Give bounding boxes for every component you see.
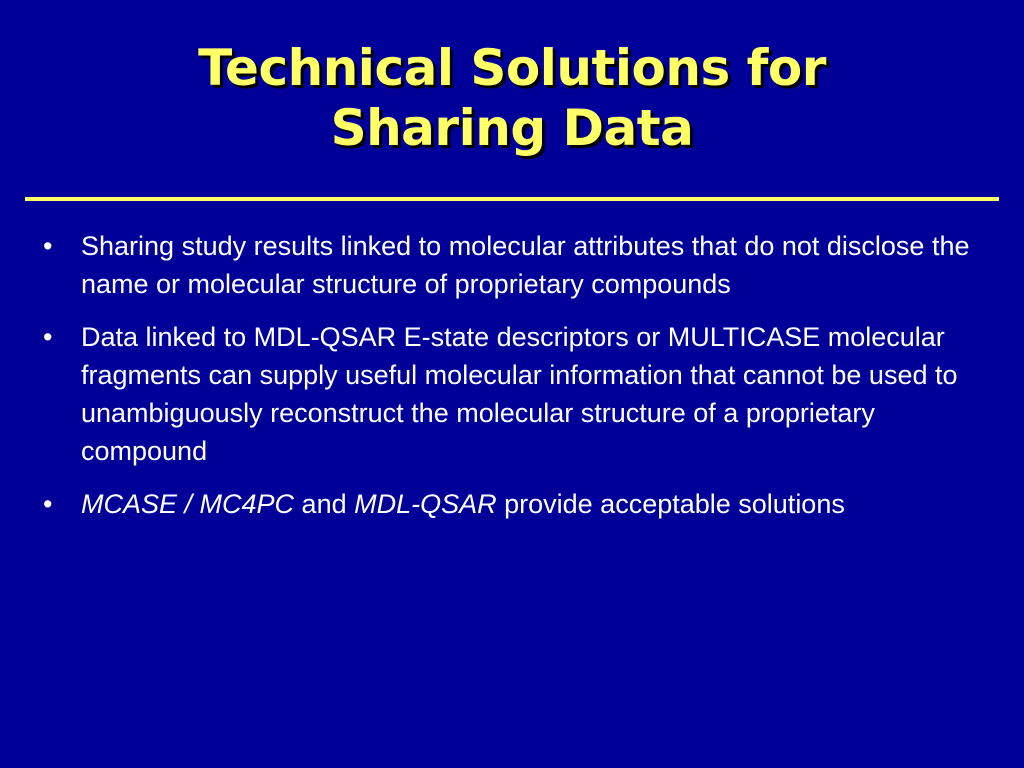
slide-title-line-1: Technical Solutions for xyxy=(198,39,826,97)
bullet-dot-icon: • xyxy=(43,231,53,261)
bullet-dot-icon: • xyxy=(43,489,53,519)
bullet-item-2 xyxy=(43,318,983,470)
slide-title xyxy=(40,38,984,158)
bullet-text-and: and xyxy=(294,489,355,519)
bullet-text-rest: provide acceptable solutions xyxy=(496,489,845,519)
bullet-text: Sharing study results linked to molecular attributes that do not disclose the name or molecular structure of proprietary compounds xyxy=(81,231,970,299)
bullet-list xyxy=(43,227,983,538)
bullet-dot-icon: • xyxy=(43,322,53,352)
title-divider xyxy=(25,197,999,201)
bullet-text-mdl-qsar: MDL-QSAR xyxy=(354,489,497,519)
bullet-item-1 xyxy=(43,227,983,303)
bullet-item-3 xyxy=(43,485,983,523)
bullet-text: Data linked to MDL-QSAR E-state descriptors or MULTICASE molecular fragments can supply useful molecular information that cannot be used to unambiguously reconstruct the molecular structure of a proprietary compound xyxy=(81,322,958,466)
slide-title-line-2: Sharing Data xyxy=(330,99,694,157)
bullet-text-mcase: MCASE / MC4PC xyxy=(81,489,295,519)
